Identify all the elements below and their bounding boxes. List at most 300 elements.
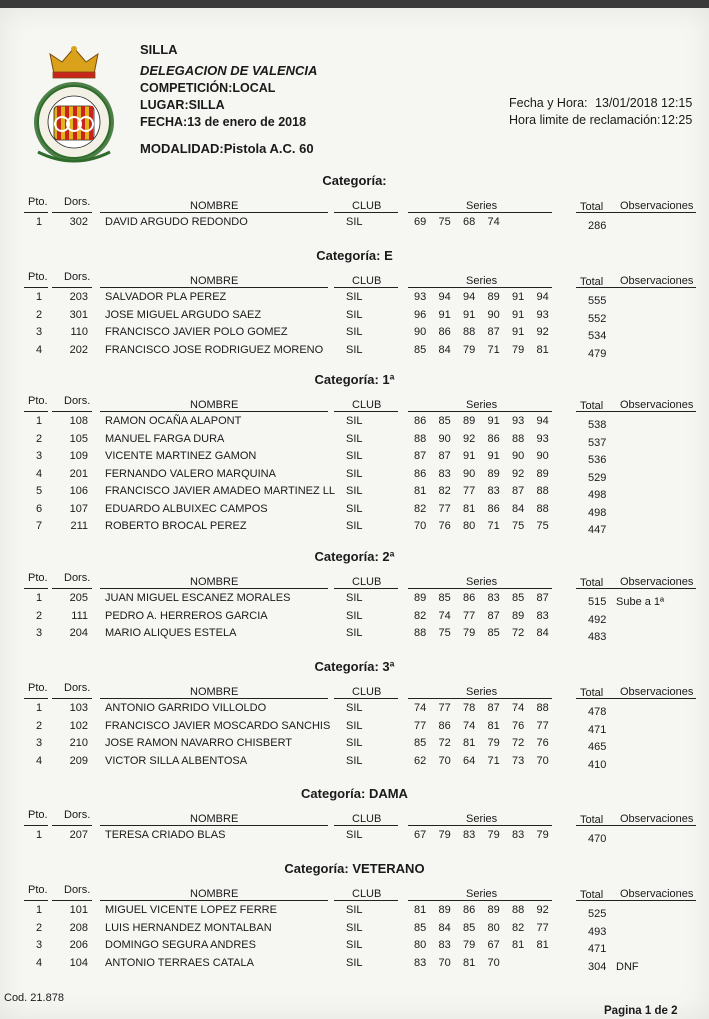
- dorsal-cell: 301: [69, 308, 88, 321]
- claim-label: Hora limite de reclamación:: [509, 113, 661, 127]
- series-score: 89: [487, 291, 500, 303]
- name-cell: MANUEL FARGA DURA: [105, 432, 225, 445]
- position-cell: 2: [36, 609, 43, 622]
- col-header-series: Series: [466, 576, 498, 588]
- total-cell: 286: [588, 220, 607, 232]
- modality-label: MODALIDAD:Pistola A.C. 60: [140, 141, 314, 156]
- series-score: 84: [438, 921, 451, 934]
- series-score: 92: [536, 326, 549, 338]
- header-rule: [24, 212, 48, 213]
- col-header-total: Total: [580, 577, 604, 589]
- position-cell: 3: [36, 627, 43, 639]
- series-score: 86: [438, 326, 451, 338]
- series-score: 85: [438, 415, 451, 427]
- col-header-pos: Pto.: [28, 682, 48, 694]
- header-rule: [614, 212, 696, 213]
- dorsal-cell: 206: [69, 939, 88, 951]
- series-score: 79: [487, 829, 500, 841]
- series-score: 94: [536, 291, 549, 303]
- header-rule: [100, 900, 328, 901]
- club-cell: SIL: [346, 291, 363, 303]
- col-header-total: Total: [580, 687, 604, 699]
- dorsal-cell: 105: [69, 432, 88, 445]
- series-score: 82: [512, 921, 525, 934]
- series-score: 85: [512, 592, 525, 604]
- header-rule: [52, 287, 92, 288]
- page-number: Pagina 1 de 2: [604, 1005, 678, 1017]
- club-cell: SIL: [346, 415, 363, 427]
- series-score: 78: [463, 702, 476, 714]
- col-header-name: NOMBRE: [190, 686, 239, 698]
- position-cell: 3: [36, 737, 43, 749]
- name-cell: VICTOR SILLA ALBENTOSA: [105, 754, 248, 767]
- series-score: 85: [414, 343, 427, 356]
- header-rule: [100, 825, 328, 826]
- header-rule: [52, 212, 92, 213]
- series-score: 86: [463, 904, 476, 916]
- series-score: 83: [438, 939, 451, 951]
- col-header-obs: Observaciones: [620, 200, 694, 212]
- header-rule: [100, 287, 328, 288]
- name-cell: DAVID ARGUDO REDONDO: [105, 216, 248, 228]
- col-header-dors: Dors.: [64, 809, 91, 821]
- series-score: 91: [512, 308, 525, 321]
- series-score: 76: [536, 737, 549, 749]
- dorsal-cell: 302: [69, 216, 88, 228]
- col-header-obs: Observaciones: [620, 576, 694, 588]
- total-cell: 498: [588, 489, 607, 501]
- series-score: 87: [414, 450, 427, 462]
- club-cell: SIL: [346, 627, 363, 639]
- observations-cell: DNF: [616, 960, 639, 973]
- series-score: 74: [438, 609, 451, 622]
- col-header-club: CLUB: [352, 200, 382, 212]
- header-rule: [408, 411, 552, 412]
- club-cell: SIL: [346, 956, 363, 969]
- series-score: 67: [414, 829, 427, 841]
- col-header-name: NOMBRE: [190, 813, 239, 825]
- series-score: 88: [512, 432, 525, 445]
- col-header-name: NOMBRE: [190, 275, 239, 287]
- name-cell: DOMINGO SEGURA ANDRES: [105, 939, 256, 951]
- datetime-label: Fecha y Hora:: [509, 96, 588, 110]
- name-cell: MIGUEL VICENTE LOPEZ FERRE: [105, 904, 277, 916]
- col-header-series: Series: [466, 275, 498, 287]
- series-score: 74: [512, 702, 525, 714]
- series-score: 62: [414, 754, 427, 767]
- series-score: 71: [487, 754, 500, 767]
- series-score: 81: [536, 343, 549, 356]
- col-header-club: CLUB: [352, 576, 382, 588]
- series-score: 68: [463, 216, 476, 228]
- series-score: 70: [414, 520, 427, 532]
- category-title: Categoría: 1ª: [314, 372, 395, 387]
- series-score: 83: [512, 829, 525, 841]
- category-title: Categoría: E: [316, 248, 393, 263]
- header-rule: [24, 411, 48, 412]
- col-header-club: CLUB: [352, 399, 382, 411]
- series-score: 79: [438, 829, 451, 841]
- series-score: 93: [536, 432, 549, 445]
- club-cell: SIL: [346, 450, 363, 462]
- series-score: 82: [414, 609, 427, 622]
- col-header-name: NOMBRE: [190, 399, 239, 411]
- dorsal-cell: 204: [69, 627, 88, 639]
- header-rule: [52, 411, 92, 412]
- position-cell: 5: [36, 485, 43, 497]
- series-score: 86: [414, 415, 427, 427]
- dorsal-cell: 207: [69, 829, 88, 841]
- series-score: 89: [512, 609, 525, 622]
- position-cell: 4: [36, 754, 43, 767]
- series-score: 91: [487, 450, 500, 462]
- name-cell: FRANCISCO JOSE RODRIGUEZ MORENO: [105, 343, 324, 356]
- total-cell: 470: [588, 833, 607, 845]
- series-score: 75: [438, 627, 451, 639]
- series-score: 70: [487, 956, 500, 969]
- series-score: 79: [536, 829, 549, 841]
- header-rule: [100, 411, 328, 412]
- series-score: 90: [487, 308, 500, 321]
- name-cell: VICENTE MARTINEZ GAMON: [105, 450, 257, 462]
- series-score: 81: [463, 502, 476, 515]
- series-score: 81: [414, 485, 427, 497]
- series-score: 90: [512, 450, 525, 462]
- club-cell: SIL: [346, 921, 363, 934]
- total-cell: 447: [588, 524, 607, 536]
- series-score: 83: [463, 829, 476, 841]
- series-score: 86: [487, 502, 500, 515]
- header-rule: [24, 287, 48, 288]
- col-header-total: Total: [580, 400, 604, 412]
- dorsal-cell: 205: [69, 592, 88, 604]
- dorsal-cell: 101: [69, 904, 88, 916]
- header-rule: [334, 825, 398, 826]
- series-score: 79: [463, 939, 476, 951]
- name-cell: JOSE RAMON NAVARRO CHISBERT: [105, 737, 293, 749]
- header-rule: [576, 588, 614, 589]
- series-score: 89: [487, 904, 500, 916]
- col-header-club: CLUB: [352, 686, 382, 698]
- series-score: 87: [536, 592, 549, 604]
- series-score: 81: [536, 939, 549, 951]
- series-score: 77: [463, 609, 476, 622]
- header-rule: [52, 825, 92, 826]
- series-score: 77: [414, 719, 427, 732]
- col-header-dors: Dors.: [64, 884, 91, 896]
- category-title: Categoría: DAMA: [301, 786, 408, 801]
- series-score: 75: [536, 520, 549, 532]
- series-score: 90: [414, 326, 427, 338]
- coat-of-arms-icon: [54, 106, 94, 140]
- series-score: 90: [536, 450, 549, 462]
- series-score: 75: [438, 216, 451, 228]
- position-cell: 6: [36, 502, 43, 515]
- series-score: 77: [438, 702, 451, 714]
- header-rule: [334, 411, 398, 412]
- header-rule: [408, 900, 552, 901]
- header-rule: [334, 900, 398, 901]
- series-score: 79: [512, 343, 525, 356]
- series-score: 93: [512, 415, 525, 427]
- club-cell: SIL: [346, 702, 363, 714]
- club-cell: SIL: [346, 502, 363, 515]
- competition-label: COMPETICIÓN:LOCAL: [140, 81, 276, 95]
- header-rule: [408, 588, 552, 589]
- total-cell: 492: [588, 613, 607, 626]
- col-header-name: NOMBRE: [190, 888, 239, 900]
- series-score: 69: [414, 216, 427, 228]
- col-header-total: Total: [580, 889, 604, 901]
- series-score: 94: [463, 291, 476, 303]
- col-header-dors: Dors.: [64, 572, 91, 584]
- series-score: 88: [414, 432, 427, 445]
- date-label: FECHA:13 de enero de 2018: [140, 115, 307, 129]
- header-rule: [100, 212, 328, 213]
- club-cell: SIL: [346, 829, 363, 841]
- series-score: 92: [536, 904, 549, 916]
- total-cell: 410: [588, 758, 607, 771]
- header-rule: [614, 900, 696, 901]
- col-header-dors: Dors.: [64, 682, 91, 694]
- series-score: 73: [512, 754, 525, 767]
- col-header-name: NOMBRE: [190, 200, 239, 212]
- col-header-series: Series: [466, 686, 498, 698]
- series-score: 72: [512, 737, 525, 749]
- total-cell: 465: [588, 741, 607, 753]
- dorsal-cell: 110: [70, 326, 88, 338]
- col-header-pos: Pto.: [28, 271, 48, 283]
- club-cell: SIL: [346, 343, 363, 356]
- header-rule: [334, 698, 398, 699]
- position-cell: 1: [36, 216, 43, 228]
- position-cell: 1: [36, 415, 43, 427]
- dorsal-cell: 109: [69, 450, 88, 462]
- series-score: 87: [487, 609, 500, 622]
- name-cell: ANTONIO TERRAES CATALA: [105, 956, 254, 969]
- name-cell: JOSE MIGUEL ARGUDO SAEZ: [105, 308, 262, 321]
- club-cell: SIL: [346, 485, 363, 497]
- total-cell: 552: [588, 312, 607, 325]
- series-score: 84: [512, 502, 525, 515]
- header-rule: [576, 825, 614, 826]
- series-score: 80: [414, 939, 427, 951]
- results-sheet: [0, 8, 709, 1019]
- series-score: 85: [414, 737, 427, 749]
- series-score: 76: [438, 520, 451, 532]
- name-cell: TERESA CRIADO BLAS: [105, 829, 226, 841]
- series-score: 80: [487, 921, 500, 934]
- series-score: 70: [536, 754, 549, 767]
- dorsal-cell: 202: [69, 343, 88, 356]
- header-rule: [576, 698, 614, 699]
- series-score: 87: [487, 702, 500, 714]
- series-score: 81: [463, 956, 476, 969]
- series-score: 89: [414, 592, 427, 604]
- position-cell: 1: [36, 829, 43, 841]
- dorsal-cell: 111: [71, 609, 88, 622]
- series-score: 86: [463, 592, 476, 604]
- position-cell: 7: [36, 520, 43, 532]
- col-header-obs: Observaciones: [620, 813, 694, 825]
- series-score: 87: [487, 326, 500, 338]
- header-rule: [408, 287, 552, 288]
- series-score: 88: [463, 326, 476, 338]
- name-cell: FERNANDO VALERO MARQUINA: [105, 467, 276, 480]
- series-score: 91: [463, 308, 476, 321]
- header-rule: [24, 900, 48, 901]
- position-cell: 2: [36, 921, 43, 934]
- club-cell: SIL: [346, 754, 363, 767]
- category-title: Categoría:: [322, 173, 387, 188]
- series-score: 80: [463, 520, 476, 532]
- col-header-pos: Pto.: [28, 196, 48, 208]
- dorsal-cell: 211: [70, 520, 88, 532]
- club-cell: SIL: [346, 467, 363, 480]
- series-score: 81: [463, 737, 476, 749]
- series-score: 91: [463, 450, 476, 462]
- series-score: 79: [463, 343, 476, 356]
- total-cell: 471: [588, 723, 607, 736]
- dorsal-cell: 210: [69, 737, 88, 749]
- series-score: 94: [438, 291, 451, 303]
- series-score: 85: [414, 921, 427, 934]
- total-cell: 479: [588, 347, 607, 360]
- col-header-pos: Pto.: [28, 809, 48, 821]
- series-score: 84: [438, 343, 451, 356]
- position-cell: 3: [36, 939, 43, 951]
- header-rule: [52, 588, 92, 589]
- series-score: 90: [438, 432, 451, 445]
- col-header-series: Series: [466, 399, 498, 411]
- claim-deadline: [509, 113, 699, 127]
- dorsal-cell: 104: [69, 956, 88, 969]
- series-score: 82: [414, 502, 427, 515]
- position-cell: 4: [36, 956, 43, 969]
- series-score: 88: [536, 502, 549, 515]
- series-score: 87: [512, 485, 525, 497]
- dorsal-cell: 208: [69, 921, 88, 934]
- col-header-dors: Dors.: [64, 271, 91, 283]
- dorsal-cell: 106: [69, 485, 88, 497]
- series-score: 81: [487, 719, 500, 732]
- club-cell: SIL: [346, 592, 363, 604]
- col-header-club: CLUB: [352, 813, 382, 825]
- total-cell: 483: [588, 631, 607, 643]
- series-score: 89: [487, 467, 500, 480]
- delegation-title: DELEGACION DE VALENCIA: [140, 63, 318, 78]
- name-cell: ROBERTO BROCAL PEREZ: [105, 520, 247, 532]
- position-cell: 4: [36, 343, 43, 356]
- total-cell: 555: [588, 295, 607, 307]
- col-header-series: Series: [466, 200, 498, 212]
- series-score: 89: [463, 415, 476, 427]
- club-cell: SIL: [346, 520, 363, 532]
- club-cell: SIL: [346, 216, 363, 228]
- club-cell: SIL: [346, 939, 363, 951]
- series-score: 84: [536, 627, 549, 639]
- series-score: 77: [438, 502, 451, 515]
- name-cell: RAMON OCAÑA ALAPONT: [105, 415, 242, 427]
- total-cell: 515: [588, 596, 607, 608]
- club-cell: SIL: [346, 326, 363, 338]
- header-rule: [576, 287, 614, 288]
- header-rule: [334, 212, 398, 213]
- series-score: 79: [463, 627, 476, 639]
- col-header-series: Series: [466, 888, 498, 900]
- position-cell: 2: [36, 719, 43, 732]
- series-score: 91: [438, 308, 451, 321]
- col-header-obs: Observaciones: [620, 888, 694, 900]
- header-rule: [614, 825, 696, 826]
- observations-cell: Sube a 1ª: [616, 596, 665, 608]
- series-score: 64: [463, 754, 476, 767]
- total-cell: 471: [588, 943, 607, 955]
- series-score: 89: [438, 904, 451, 916]
- position-cell: 3: [36, 326, 43, 338]
- header-rule: [614, 287, 696, 288]
- datetime: [509, 96, 699, 110]
- header-rule: [408, 698, 552, 699]
- series-score: 83: [536, 609, 549, 622]
- position-cell: 1: [36, 702, 43, 714]
- header-rule: [24, 698, 48, 699]
- col-header-obs: Observaciones: [620, 399, 694, 411]
- series-score: 85: [487, 627, 500, 639]
- name-cell: EDUARDO ALBUIXEC CAMPOS: [105, 502, 268, 515]
- datetime-value: 13/01/2018 12:15: [595, 96, 693, 110]
- series-score: 86: [487, 432, 500, 445]
- total-cell: 537: [588, 436, 607, 449]
- header-rule: [24, 825, 48, 826]
- series-score: 93: [414, 291, 427, 303]
- col-header-dors: Dors.: [64, 196, 91, 208]
- series-score: 79: [487, 737, 500, 749]
- series-score: 74: [487, 216, 500, 228]
- series-score: 88: [512, 904, 525, 916]
- header-rule: [576, 212, 614, 213]
- club-cell: SIL: [346, 432, 363, 445]
- series-score: 93: [536, 308, 549, 321]
- series-score: 77: [463, 485, 476, 497]
- header-rule: [24, 588, 48, 589]
- series-score: 74: [414, 702, 427, 714]
- club-cell: SIL: [346, 308, 363, 321]
- series-score: 77: [536, 921, 549, 934]
- col-header-series: Series: [466, 813, 498, 825]
- dorsal-cell: 201: [69, 467, 88, 480]
- col-header-name: NOMBRE: [190, 576, 239, 588]
- club-title: SILLA: [140, 42, 178, 57]
- dorsal-cell: 209: [69, 754, 88, 767]
- series-score: 71: [487, 343, 500, 356]
- col-header-pos: Pto.: [28, 572, 48, 584]
- col-header-club: CLUB: [352, 275, 382, 287]
- header-rule: [52, 698, 92, 699]
- col-header-pos: Pto.: [28, 395, 48, 407]
- header-rule: [52, 900, 92, 901]
- series-score: 88: [536, 485, 549, 497]
- header-rule: [576, 411, 614, 412]
- total-cell: 529: [588, 471, 607, 484]
- header-rule: [408, 212, 552, 213]
- name-cell: ANTONIO GARRIDO VILLOLDO: [105, 702, 267, 714]
- series-score: 71: [487, 520, 500, 532]
- series-score: 83: [487, 592, 500, 604]
- name-cell: MARIO ALIQUES ESTELA: [105, 627, 237, 639]
- position-cell: 1: [36, 904, 43, 916]
- series-score: 94: [536, 415, 549, 427]
